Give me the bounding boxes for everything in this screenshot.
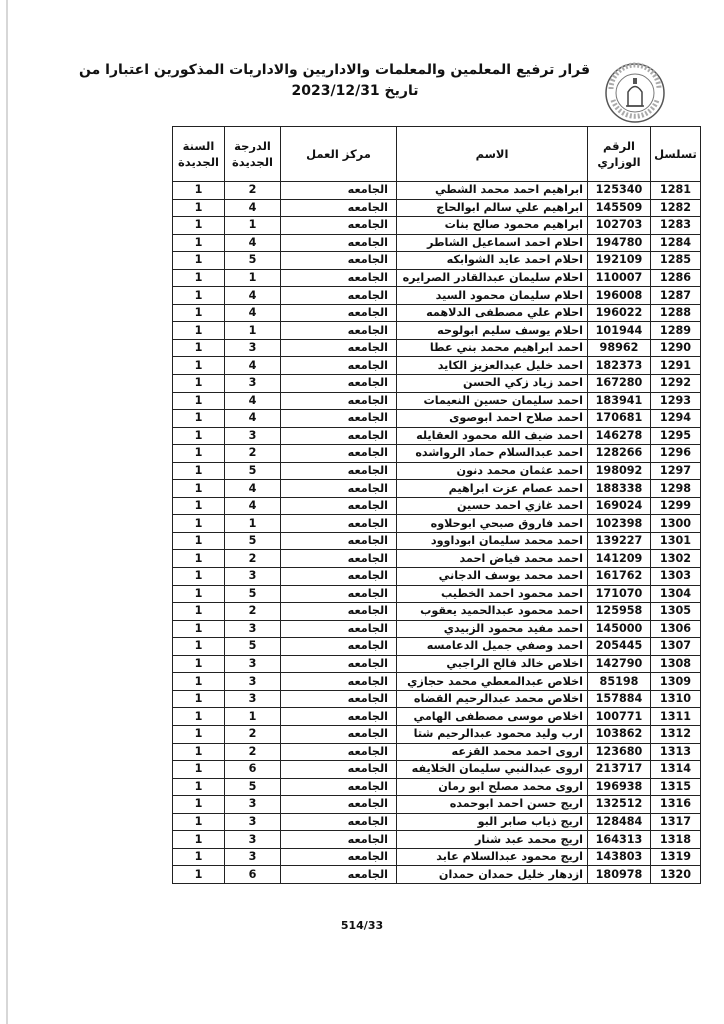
cell-year: 1: [173, 445, 225, 463]
table-row: [173, 585, 701, 603]
cell-name: احمد محمد فياض احمد: [397, 550, 588, 568]
cell-year: 1: [173, 427, 225, 445]
cell-id: 139227: [588, 532, 651, 550]
page-number: 514/33: [340, 919, 384, 932]
cell-grade: 3: [225, 655, 281, 673]
cell-seq: 1292: [651, 375, 701, 393]
table-row: [173, 568, 701, 586]
table-row: [173, 831, 701, 849]
cell-seq: 1287: [651, 287, 701, 305]
cell-year: 1: [173, 550, 225, 568]
cell-grade: 6: [225, 761, 281, 779]
cell-name: احلام احمد اسماعيل الشاطر: [397, 234, 588, 252]
cell-grade: 3: [225, 831, 281, 849]
table-row: [173, 708, 701, 726]
cell-id: 196938: [588, 778, 651, 796]
cell-id: 161762: [588, 568, 651, 586]
cell-year: 1: [173, 866, 225, 884]
cell-name: احلام علي مصطفى الدلاهمه: [397, 304, 588, 322]
cell-name: احمد ضيف الله محمود العقايله: [397, 427, 588, 445]
cell-grade: 4: [225, 199, 281, 217]
cell-center: الجامعه: [281, 182, 397, 200]
cell-seq: 1291: [651, 357, 701, 375]
cell-grade: 4: [225, 304, 281, 322]
table-row: [173, 796, 701, 814]
cell-id: 132512: [588, 796, 651, 814]
cell-seq: 1304: [651, 585, 701, 603]
cell-grade: 2: [225, 550, 281, 568]
cell-grade: 4: [225, 287, 281, 305]
table-row: [173, 673, 701, 691]
cell-id: 145000: [588, 620, 651, 638]
table-row: [173, 655, 701, 673]
cell-year: 1: [173, 690, 225, 708]
cell-center: الجامعه: [281, 304, 397, 322]
cell-seq: 1319: [651, 848, 701, 866]
cell-seq: 1285: [651, 252, 701, 270]
cell-year: 1: [173, 462, 225, 480]
cell-seq: 1289: [651, 322, 701, 340]
cell-center: الجامعه: [281, 655, 397, 673]
cell-center: الجامعه: [281, 410, 397, 428]
cell-id: 169024: [588, 497, 651, 515]
cell-center: الجامعه: [281, 357, 397, 375]
cell-seq: 1296: [651, 445, 701, 463]
cell-seq: 1310: [651, 690, 701, 708]
cell-year: 1: [173, 673, 225, 691]
table-row: [173, 761, 701, 779]
cell-seq: 1282: [651, 199, 701, 217]
cell-grade: 4: [225, 480, 281, 498]
cell-name: اخلاص محمد عبدالرحيم القضاه: [397, 690, 588, 708]
cell-name: احمد فاروق صبحي ابوحلاوه: [397, 515, 588, 533]
cell-center: الجامعه: [281, 743, 397, 761]
cell-id: 125340: [588, 182, 651, 200]
cell-id: 128484: [588, 813, 651, 831]
cell-name: احمد مفيد محمود الزبيدي: [397, 620, 588, 638]
cell-name: احمد خليل عبدالعزيز الكايد: [397, 357, 588, 375]
cell-seq: 1298: [651, 480, 701, 498]
ministry-seal-logo: [604, 62, 666, 124]
cell-name: احلام احمد عايد الشوابكه: [397, 252, 588, 270]
cell-year: 1: [173, 252, 225, 270]
cell-center: الجامعه: [281, 462, 397, 480]
col-header-grade: الدرجة الجديدة: [225, 127, 281, 182]
cell-id: 102398: [588, 515, 651, 533]
cell-name: اروى محمد مصلح ابو رمان: [397, 778, 588, 796]
cell-grade: 3: [225, 813, 281, 831]
cell-id: 167280: [588, 375, 651, 393]
table-row: [173, 427, 701, 445]
cell-name: احمد سليمان حسين النعيمات: [397, 392, 588, 410]
cell-grade: 5: [225, 638, 281, 656]
cell-center: الجامعه: [281, 831, 397, 849]
cell-grade: 5: [225, 532, 281, 550]
cell-center: الجامعه: [281, 234, 397, 252]
cell-name: احمد وصفي جميل الدعامسه: [397, 638, 588, 656]
cell-center: الجامعه: [281, 322, 397, 340]
cell-grade: 3: [225, 620, 281, 638]
cell-seq: 1297: [651, 462, 701, 480]
cell-year: 1: [173, 778, 225, 796]
cell-center: الجامعه: [281, 866, 397, 884]
page-edge: [6, 0, 8, 1024]
cell-year: 1: [173, 515, 225, 533]
cell-center: الجامعه: [281, 550, 397, 568]
cell-year: 1: [173, 603, 225, 621]
cell-year: 1: [173, 532, 225, 550]
cell-center: الجامعه: [281, 603, 397, 621]
cell-year: 1: [173, 796, 225, 814]
cell-id: 146278: [588, 427, 651, 445]
cell-id: 170681: [588, 410, 651, 428]
cell-id: 123680: [588, 743, 651, 761]
cell-grade: 3: [225, 848, 281, 866]
cell-id: 196008: [588, 287, 651, 305]
table-row: [173, 813, 701, 831]
cell-year: 1: [173, 585, 225, 603]
cell-name: اريج محمود عبدالسلام عابد: [397, 848, 588, 866]
table-header-row: [173, 127, 701, 182]
cell-name: احلام سليمان عبدالقادر الصرايره: [397, 269, 588, 287]
table-row: [173, 445, 701, 463]
table-row: [173, 234, 701, 252]
cell-center: الجامعه: [281, 708, 397, 726]
cell-year: 1: [173, 392, 225, 410]
cell-grade: 4: [225, 234, 281, 252]
promotions-table: [172, 126, 701, 884]
cell-name: احمد غازي احمد حسين: [397, 497, 588, 515]
table-row: [173, 638, 701, 656]
cell-id: 196022: [588, 304, 651, 322]
cell-year: 1: [173, 620, 225, 638]
cell-center: الجامعه: [281, 445, 397, 463]
cell-year: 1: [173, 182, 225, 200]
col-header-name: الاسم: [397, 127, 588, 182]
cell-seq: 1318: [651, 831, 701, 849]
cell-grade: 4: [225, 357, 281, 375]
col-header-center: مركز العمل: [281, 127, 397, 182]
cell-grade: 3: [225, 673, 281, 691]
cell-id: 164313: [588, 831, 651, 849]
cell-center: الجامعه: [281, 848, 397, 866]
cell-name: اروى احمد محمد القزعه: [397, 743, 588, 761]
cell-year: 1: [173, 848, 225, 866]
table-row: [173, 778, 701, 796]
cell-name: اريج ذياب صابر البو: [397, 813, 588, 831]
cell-id: 142790: [588, 655, 651, 673]
table-row: [173, 287, 701, 305]
cell-seq: 1306: [651, 620, 701, 638]
cell-year: 1: [173, 813, 225, 831]
cell-seq: 1300: [651, 515, 701, 533]
table-row: [173, 217, 701, 235]
cell-seq: 1317: [651, 813, 701, 831]
cell-id: 103862: [588, 725, 651, 743]
cell-seq: 1302: [651, 550, 701, 568]
document-date: تاريخ 2023/12/31: [291, 83, 419, 99]
cell-grade: 2: [225, 603, 281, 621]
cell-grade: 5: [225, 778, 281, 796]
cell-id: 188338: [588, 480, 651, 498]
table-row: [173, 199, 701, 217]
cell-id: 128266: [588, 445, 651, 463]
cell-center: الجامعه: [281, 199, 397, 217]
cell-name: اخلاص موسى مصطفى الهامي: [397, 708, 588, 726]
cell-center: الجامعه: [281, 725, 397, 743]
cell-name: احلام سليمان محمود السيد: [397, 287, 588, 305]
cell-name: اريج محمد عبد شنار: [397, 831, 588, 849]
col-header-seq: تسلسل: [651, 127, 701, 182]
cell-center: الجامعه: [281, 690, 397, 708]
cell-name: اريج حسن احمد ابوحمده: [397, 796, 588, 814]
cell-center: الجامعه: [281, 217, 397, 235]
cell-seq: 1299: [651, 497, 701, 515]
cell-seq: 1288: [651, 304, 701, 322]
cell-seq: 1293: [651, 392, 701, 410]
document-title: قرار ترفيع المعلمين والمعلمات والاداريين والاداريات المذكورين اعتبارا من: [79, 62, 590, 78]
cell-center: الجامعه: [281, 480, 397, 498]
cell-id: 100771: [588, 708, 651, 726]
cell-center: الجامعه: [281, 375, 397, 393]
cell-grade: 3: [225, 339, 281, 357]
cell-name: ابراهيم علي سالم ابوالحاج: [397, 199, 588, 217]
table-row: [173, 322, 701, 340]
cell-id: 143803: [588, 848, 651, 866]
table-row: [173, 497, 701, 515]
cell-year: 1: [173, 410, 225, 428]
table-row: [173, 392, 701, 410]
cell-id: 157884: [588, 690, 651, 708]
cell-grade: 1: [225, 322, 281, 340]
cell-seq: 1320: [651, 866, 701, 884]
col-header-year: السنة الجديدة: [173, 127, 225, 182]
col-header-id: الرقم الوزاري: [588, 127, 651, 182]
cell-name: احمد صلاح احمد ابوصوى: [397, 410, 588, 428]
table-row: [173, 620, 701, 638]
table-row: [173, 515, 701, 533]
cell-grade: 4: [225, 497, 281, 515]
table-row: [173, 182, 701, 200]
cell-id: 110007: [588, 269, 651, 287]
table-row: [173, 532, 701, 550]
cell-name: ارب وليد محمود عبدالرحيم شتا: [397, 725, 588, 743]
cell-center: الجامعه: [281, 620, 397, 638]
table-row: [173, 480, 701, 498]
cell-year: 1: [173, 322, 225, 340]
cell-center: الجامعه: [281, 252, 397, 270]
cell-seq: 1309: [651, 673, 701, 691]
cell-grade: 5: [225, 462, 281, 480]
table-row: [173, 462, 701, 480]
cell-seq: 1303: [651, 568, 701, 586]
cell-year: 1: [173, 375, 225, 393]
cell-center: الجامعه: [281, 287, 397, 305]
cell-seq: 1305: [651, 603, 701, 621]
cell-year: 1: [173, 497, 225, 515]
cell-year: 1: [173, 725, 225, 743]
cell-center: الجامعه: [281, 761, 397, 779]
cell-id: 182373: [588, 357, 651, 375]
cell-grade: 3: [225, 568, 281, 586]
cell-year: 1: [173, 480, 225, 498]
cell-grade: 2: [225, 743, 281, 761]
cell-name: احمد محمد سليمان ابوداوود: [397, 532, 588, 550]
table-row: [173, 252, 701, 270]
cell-id: 85198: [588, 673, 651, 691]
cell-name: احمد محمد يوسف الدجاني: [397, 568, 588, 586]
cell-grade: 6: [225, 866, 281, 884]
cell-seq: 1290: [651, 339, 701, 357]
cell-id: 145509: [588, 199, 651, 217]
cell-grade: 4: [225, 410, 281, 428]
cell-name: احمد عصام عزت ابراهيم: [397, 480, 588, 498]
cell-center: الجامعه: [281, 269, 397, 287]
table-row: [173, 690, 701, 708]
cell-year: 1: [173, 217, 225, 235]
cell-year: 1: [173, 743, 225, 761]
cell-center: الجامعه: [281, 339, 397, 357]
cell-seq: 1301: [651, 532, 701, 550]
cell-seq: 1294: [651, 410, 701, 428]
cell-seq: 1295: [651, 427, 701, 445]
table-row: [173, 550, 701, 568]
cell-grade: 2: [225, 725, 281, 743]
cell-grade: 3: [225, 796, 281, 814]
cell-center: الجامعه: [281, 532, 397, 550]
cell-year: 1: [173, 287, 225, 305]
cell-grade: 3: [225, 375, 281, 393]
cell-name: احمد محمود احمد الخطيب: [397, 585, 588, 603]
cell-center: الجامعه: [281, 778, 397, 796]
table-row: [173, 410, 701, 428]
cell-grade: 1: [225, 217, 281, 235]
cell-id: 183941: [588, 392, 651, 410]
cell-id: 101944: [588, 322, 651, 340]
cell-id: 205445: [588, 638, 651, 656]
cell-center: الجامعه: [281, 813, 397, 831]
cell-name: احمد عبدالسلام حماد الرواشده: [397, 445, 588, 463]
cell-grade: 1: [225, 269, 281, 287]
cell-year: 1: [173, 761, 225, 779]
cell-center: الجامعه: [281, 638, 397, 656]
cell-seq: 1313: [651, 743, 701, 761]
cell-seq: 1307: [651, 638, 701, 656]
cell-name: اخلاص خالد فالح الراجبي: [397, 655, 588, 673]
cell-center: الجامعه: [281, 497, 397, 515]
cell-year: 1: [173, 568, 225, 586]
table-row: [173, 848, 701, 866]
cell-center: الجامعه: [281, 392, 397, 410]
cell-year: 1: [173, 831, 225, 849]
cell-id: 102703: [588, 217, 651, 235]
cell-id: 180978: [588, 866, 651, 884]
cell-year: 1: [173, 655, 225, 673]
cell-id: 125958: [588, 603, 651, 621]
cell-seq: 1281: [651, 182, 701, 200]
cell-grade: 1: [225, 708, 281, 726]
table-row: [173, 339, 701, 357]
cell-id: 141209: [588, 550, 651, 568]
cell-center: الجامعه: [281, 427, 397, 445]
cell-name: احلام يوسف سليم ابولوحه: [397, 322, 588, 340]
cell-name: ابراهيم احمد محمد الشطي: [397, 182, 588, 200]
cell-seq: 1286: [651, 269, 701, 287]
cell-seq: 1311: [651, 708, 701, 726]
cell-seq: 1314: [651, 761, 701, 779]
cell-year: 1: [173, 199, 225, 217]
table-row: [173, 357, 701, 375]
cell-year: 1: [173, 304, 225, 322]
cell-name: احمد محمود عبدالحميد يعقوب: [397, 603, 588, 621]
cell-center: الجامعه: [281, 515, 397, 533]
cell-center: الجامعه: [281, 585, 397, 603]
cell-grade: 2: [225, 445, 281, 463]
cell-name: احمد زياد زكي الحسن: [397, 375, 588, 393]
cell-grade: 3: [225, 690, 281, 708]
cell-seq: 1315: [651, 778, 701, 796]
cell-center: الجامعه: [281, 796, 397, 814]
cell-id: 98962: [588, 339, 651, 357]
cell-name: اروى عبدالنبي سليمان الخلايفه: [397, 761, 588, 779]
cell-name: اخلاص عبدالمعطي محمد حجازي: [397, 673, 588, 691]
cell-id: 213717: [588, 761, 651, 779]
cell-grade: 1: [225, 515, 281, 533]
cell-year: 1: [173, 234, 225, 252]
cell-grade: 2: [225, 182, 281, 200]
table-row: [173, 375, 701, 393]
cell-year: 1: [173, 638, 225, 656]
cell-id: 198092: [588, 462, 651, 480]
table-row: [173, 866, 701, 884]
cell-name: احمد عثمان محمد دنون: [397, 462, 588, 480]
cell-name: ابراهيم محمود صالح بنات: [397, 217, 588, 235]
cell-center: الجامعه: [281, 568, 397, 586]
cell-grade: 3: [225, 427, 281, 445]
cell-seq: 1308: [651, 655, 701, 673]
cell-seq: 1312: [651, 725, 701, 743]
table-row: [173, 725, 701, 743]
cell-year: 1: [173, 708, 225, 726]
cell-seq: 1284: [651, 234, 701, 252]
cell-grade: 5: [225, 585, 281, 603]
table-row: [173, 603, 701, 621]
cell-seq: 1316: [651, 796, 701, 814]
cell-grade: 5: [225, 252, 281, 270]
cell-center: الجامعه: [281, 673, 397, 691]
cell-id: 192109: [588, 252, 651, 270]
document-header: [79, 60, 590, 102]
cell-id: 171070: [588, 585, 651, 603]
cell-name: ازدهار خليل حمدان حمدان: [397, 866, 588, 884]
table-row: [173, 743, 701, 761]
cell-grade: 4: [225, 392, 281, 410]
cell-year: 1: [173, 357, 225, 375]
cell-seq: 1283: [651, 217, 701, 235]
cell-year: 1: [173, 339, 225, 357]
table-row: [173, 304, 701, 322]
table-row: [173, 269, 701, 287]
cell-year: 1: [173, 269, 225, 287]
cell-id: 194780: [588, 234, 651, 252]
cell-name: احمد ابراهيم محمد بني عطا: [397, 339, 588, 357]
